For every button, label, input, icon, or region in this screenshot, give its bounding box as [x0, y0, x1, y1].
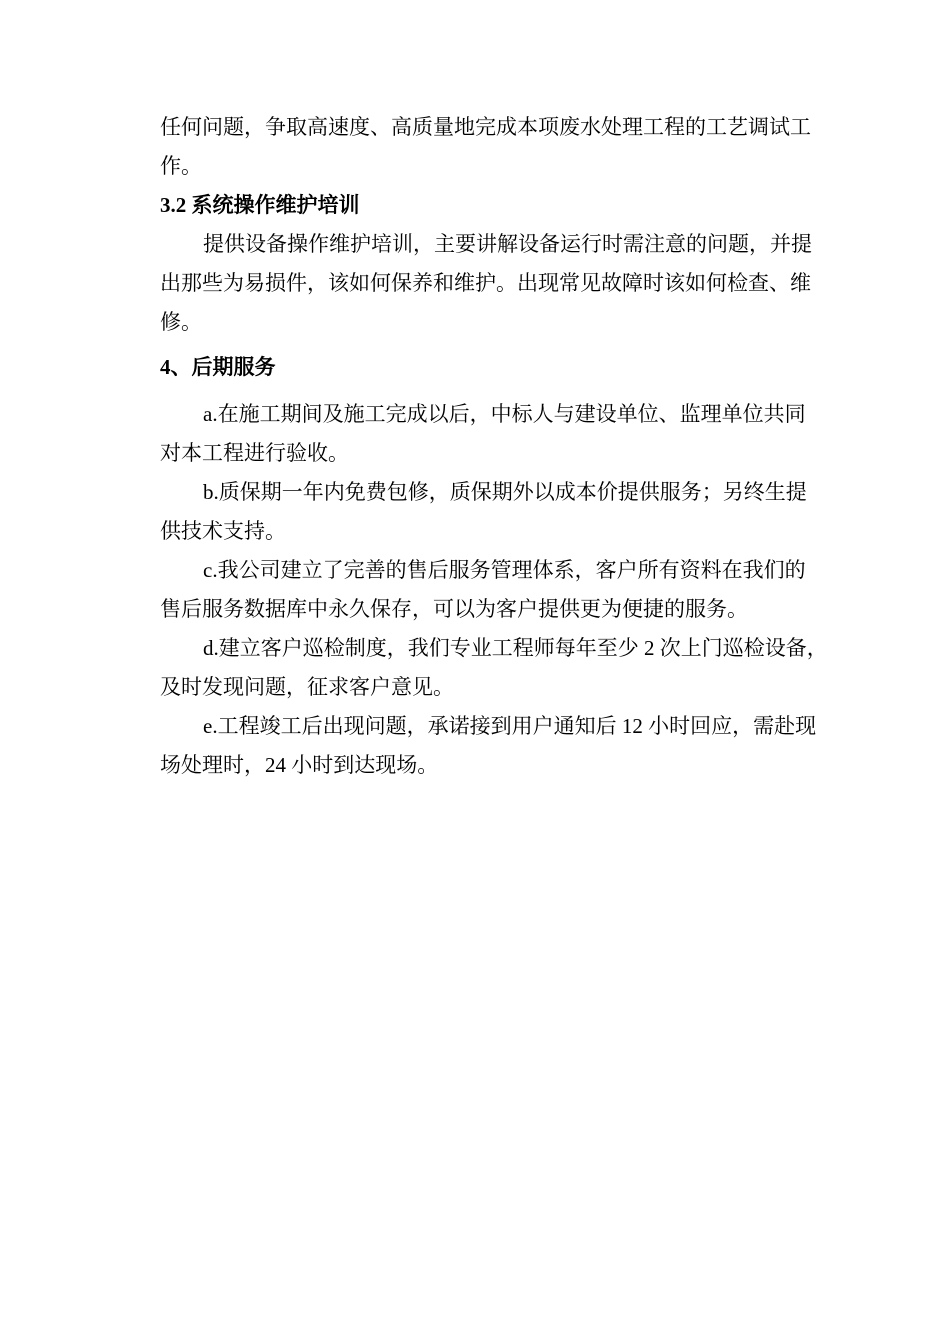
- text-line: 场处理时，24 小时到达现场。: [160, 753, 439, 777]
- text-line: d.建立客户巡检制度，我们专业工程师每年至少 2 次上门巡检设备，: [203, 636, 828, 660]
- text-line: 修。: [160, 310, 202, 334]
- section-heading-4: 4、后期服务: [160, 355, 276, 379]
- service-item-c: [160, 551, 840, 629]
- section-heading-3-2: 3.2 系统操作维护培训: [160, 193, 360, 217]
- text-line: 售后服务数据库中永久保存，可以为客户提供更为便捷的服务。: [160, 597, 748, 621]
- text-line: b.质保期一年内免费包修，质保期外以成本价提供服务；另终生提: [203, 480, 807, 504]
- text-line: 供技术支持。: [160, 519, 286, 543]
- service-item-a: [160, 395, 840, 473]
- service-item-e: [160, 707, 840, 785]
- service-item-d: [160, 629, 840, 707]
- text-line: 对本工程进行验收。: [160, 441, 349, 465]
- document-page: [160, 108, 840, 785]
- text-line: 提供设备操作维护培训，主要讲解设备运行时需注意的问题，并提: [203, 232, 812, 256]
- intro-paragraph: [160, 108, 840, 186]
- text-line: e.工程竣工后出现问题，承诺接到用户通知后 12 小时回应，需赴现: [203, 714, 817, 738]
- text-line: a.在施工期间及施工完成以后，中标人与建设单位、监理单位共同: [203, 402, 806, 426]
- text-line: 出那些为易损件，该如何保养和维护。出现常见故障时该如何检查、维: [160, 271, 811, 295]
- service-item-b: [160, 473, 840, 551]
- text-line: 任何问题，争取高速度、高质量地完成本项废水处理工程的工艺调试工: [160, 115, 811, 139]
- section-3-2-paragraph: [160, 225, 840, 342]
- text-line: 作。: [160, 154, 202, 178]
- text-line: 及时发现问题，征求客户意见。: [160, 675, 454, 699]
- text-line: c.我公司建立了完善的售后服务管理体系，客户所有资料在我们的: [203, 558, 806, 582]
